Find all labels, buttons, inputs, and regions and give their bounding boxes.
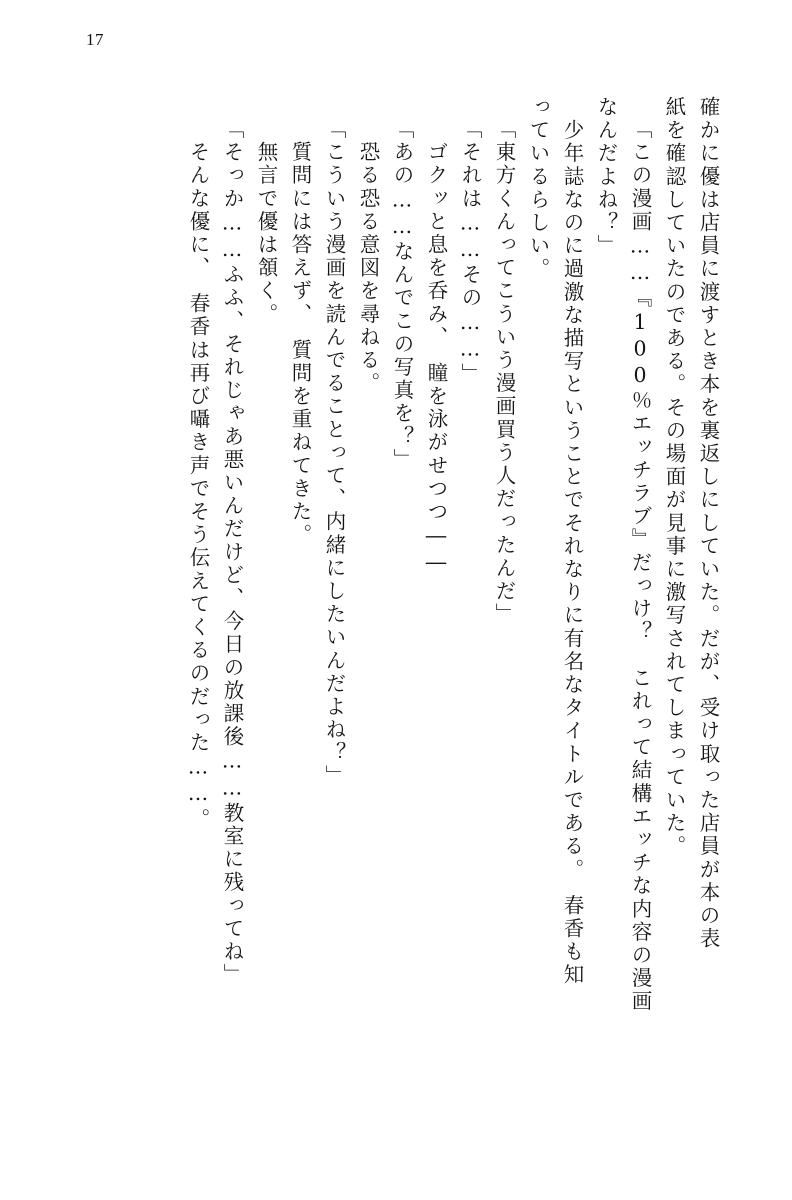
text-line: なんだよね？」 <box>594 96 618 258</box>
text-line: 恐る恐る意図を尋ねる。 <box>356 118 380 396</box>
page-number: 17 <box>86 30 104 49</box>
text-line: 紙を確認していたのである。その場面が見事に激写されてしまっていた。 <box>662 96 686 859</box>
text-line: 質問には答えず、 質問を重ねてきた。 <box>288 118 312 547</box>
text-line: 無言で優は頷く。 <box>254 118 278 326</box>
text-line: 確かに優は店員に渡すとき本を裏返しにしていた。だが、受け取った店員が本の表 <box>696 96 720 951</box>
text-line: 「こういう漫画を読んでることって、内緒にしたいんだよね？」 <box>322 118 346 788</box>
text-line: 「あの……なんでこの写真を？」 <box>390 118 414 472</box>
text-line: 「そっか……ふふ、それじゃあ悪いんだけど、今日の放課後……教室に残ってね」 <box>220 118 244 987</box>
text-line: そんな優に、 春香は再び囁き声でそう伝えてくるのだった……。 <box>186 118 210 831</box>
vertical-text-block <box>74 96 718 1116</box>
text-line: 「東方くんってこういう漫画買う人だったんだ」 <box>492 118 516 627</box>
text-line: 少年誌なのに過激な描写ということでそれなりに有名なタイトルである。 春香も知 <box>560 96 584 987</box>
text-line: 「それは……その……」 <box>458 118 482 387</box>
text-line: ゴクッと息を呑み、 瞳を泳がせつつ―― <box>424 118 448 577</box>
text-line: っているらしい。 <box>526 96 550 281</box>
text-line: 「この漫画……『100％エッチラブ』だっけ？ これって結構エッチな内容の漫画 <box>628 118 652 1014</box>
